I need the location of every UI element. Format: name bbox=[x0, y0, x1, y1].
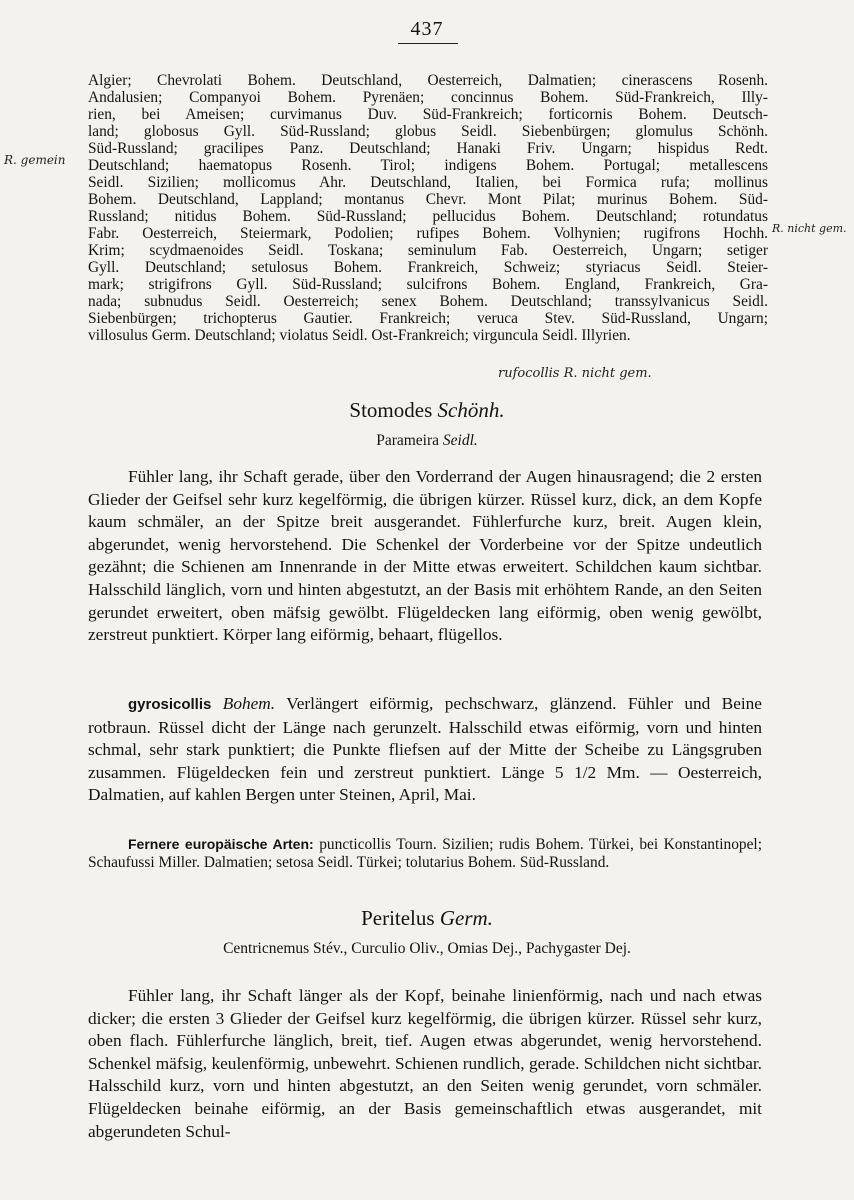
peritelus-heading bbox=[0, 906, 854, 931]
species-list-line: Süd-Russland; gracilipes Panz. Deutschland; Hanaki Friv. Ungarn; hispidus Redt. bbox=[88, 140, 768, 157]
species-list-line: Russland; nitidus Bohem. Süd-Russland; pellucidus Bohem. Deutschland; rotundatus bbox=[88, 208, 768, 225]
stomodes-genus: Stomodes bbox=[349, 398, 433, 422]
species-list-line: Bohem. Deutschland, Lappland; montanus Chevr. Mont Pilat; murinus Bohem. Süd- bbox=[88, 191, 768, 208]
species-list-line: Andalusien; Companyoi Bohem. Pyrenäen; concinnus Bohem. Süd-Frankreich, Illy- bbox=[88, 89, 768, 106]
species-list-line: villosulus Germ. Deutschland; violatus Seidl. Ost-Frankreich; virguncula Seidl. Illyrien. bbox=[88, 327, 631, 344]
species-list-line: rien, bei Ameisen; curvimanus Duv. Süd-Frankreich; forticornis Bohem. Deutsch- bbox=[88, 106, 768, 123]
species-list-line: Algier; Chevrolati Bohem. Deutschland, Oesterreich, Dalmatien; cinerascens Rosenh. bbox=[88, 72, 768, 89]
species-list-line: Gyll. Deutschland; setulosus Bohem. Frankreich, Schweiz; styriacus Seidl. Steier- bbox=[88, 259, 768, 276]
peritelus-genus: Peritelus bbox=[361, 906, 435, 930]
species-list-line: Siebenbürgen; trichopterus Gautier. Frankreich; veruca Stev. Süd-Russland, Ungarn; bbox=[88, 310, 768, 327]
species-author: Bohem. bbox=[222, 694, 276, 713]
stomodes-synonym bbox=[0, 432, 854, 450]
page-number-rule bbox=[398, 43, 458, 44]
peritelus-description: Fühler lang, ihr Schaft länger als der Kopf, beinahe linienförmig, nach und nach etwas dicker; die ersten 3 Glieder der Geifsel kurz kegelförmig, die übrigen kürzer. Rüssel sehr kurz, oben flach. Fühlerfurche länglich, breit, tief. Augen etwas abgerundet, wenig hervorstehend. Schenkel mäfsig, keulenförmig, unbewehrt. Schienen rundlich, gerade. Schildchen nicht sichtbar. Halsschild kurz, vorn und hinten abgestutzt, an den Seiten wenig gerundet, vorn schmäler. Flügeldecken beinahe eiförmig, an der Basis gemeinschaftlich etwas ausgerandet, mit abgerundeten Schul- bbox=[88, 986, 762, 1141]
margin-note-left: R. gemein bbox=[4, 153, 66, 167]
species-list-line: Krim; scydmaenoides Seidl. Toskana; seminulum Fab. Oesterreich, Ungarn; setiger bbox=[88, 242, 768, 259]
stomodes-synonym-author: Seidl. bbox=[442, 432, 478, 449]
stomodes-species-entry bbox=[88, 693, 762, 807]
species-list-line: Fabr. Oesterreich, Steiermark, Podolien; rufipes Bohem. Volhynien; rugifrons Hochh. bbox=[88, 225, 768, 242]
peritelus-author: Germ. bbox=[439, 906, 493, 930]
margin-note-right: R. nicht gem. bbox=[772, 222, 847, 235]
species-list-line: Deutschland; haematopus Rosenh. Tirol; indigens Bohem. Portugal; metallescens bbox=[88, 157, 768, 174]
stomodes-description: Fühler lang, ihr Schaft gerade, über den Vorderrand der Augen hinausragend; die 2 ersten Glieder der Geifsel sehr kurz kegelförmig, die übrigen kürzer. Rüssel kurz, dick, an dem Kopfe kaum schmäler, an der Spitze breit ausgerandet. Fühlerfurche kurz, breit. Augen klein, abgerundet, wenig hervorstehend. Die Schenkel der Vorderbeine vor der Spitze undeutlich gezähnt; die Schienen am Innenrande in der Mitte etwas erweitert. Schildchen kaum sichtbar. Halsschild länglich, vorn und hinten abgestutzt, an der Basis mit erhöhtem Rande, an den Seiten gerundet erweitert, oben mäfsig gewölbt. Flügeldecken lang eiförmig, oben wenig gewölbt, zerstreut punktiert. Körper lang eiförmig, behaart, flügellos. bbox=[88, 467, 762, 645]
species-list bbox=[88, 72, 768, 344]
stomodes-author: Schönh. bbox=[437, 398, 505, 422]
peritelus-synonyms: Centricnemus Stév., Curculio Oliv., Omias Dej., Pachygaster Dej. bbox=[223, 940, 631, 957]
page-number: 437 bbox=[410, 18, 444, 40]
other-species bbox=[88, 836, 762, 871]
species-list-line: land; globosus Gyll. Süd-Russland; globus Seidl. Siebenbürgen; glomulus Schönh. bbox=[88, 123, 768, 140]
margin-note-bottom: rufocollis R. nicht gem. bbox=[498, 366, 652, 381]
species-list-line: Seidl. Sizilien; mollicomus Ahr. Deutschland, Italien, bei Formica rufa; mollinus bbox=[88, 174, 768, 191]
species-name: gyrosicollis bbox=[128, 696, 212, 713]
stomodes-synonym-name: Parameira bbox=[376, 432, 440, 449]
stomodes-heading bbox=[0, 398, 854, 423]
species-list-line: mark; strigifrons Gyll. Süd-Russland; sulcifrons Bohem. England, Frankreich, Gra- bbox=[88, 276, 768, 293]
species-list-line: nada; subnudus Seidl. Oesterreich; senex Bohem. Deutschland; transsylvanicus Seidl. bbox=[88, 293, 768, 310]
other-species-text: puncticollis Tourn. Sizilien; rudis Bohem. Türkei, bei Konstantinopel; Schaufussi Miller. Dalmatien; setosa Seidl. Türkei; tolutarius Bohem. Süd-Russland. bbox=[88, 836, 762, 871]
other-species-label: Fernere europäische Arten: bbox=[128, 836, 314, 852]
species-description: Verlängert eiförmig, pechschwarz, glänzend. Fühler und Beine rotbraun. Rüssel dicht der Länge nach gerunzelt. Halsschild etwas eiförmig, vorn und hinten schmal, sehr stark punktiert; die Punkte fliefsen auf der Mitte der Scheibe zu Längsgruben zusammen. Flügeldecken fein und zerstreut punktiert. Länge 5 1/2 Mm. — Oesterreich, Dalmatien, auf kahlen Bergen unter Steinen, April, Mai. bbox=[88, 694, 762, 805]
